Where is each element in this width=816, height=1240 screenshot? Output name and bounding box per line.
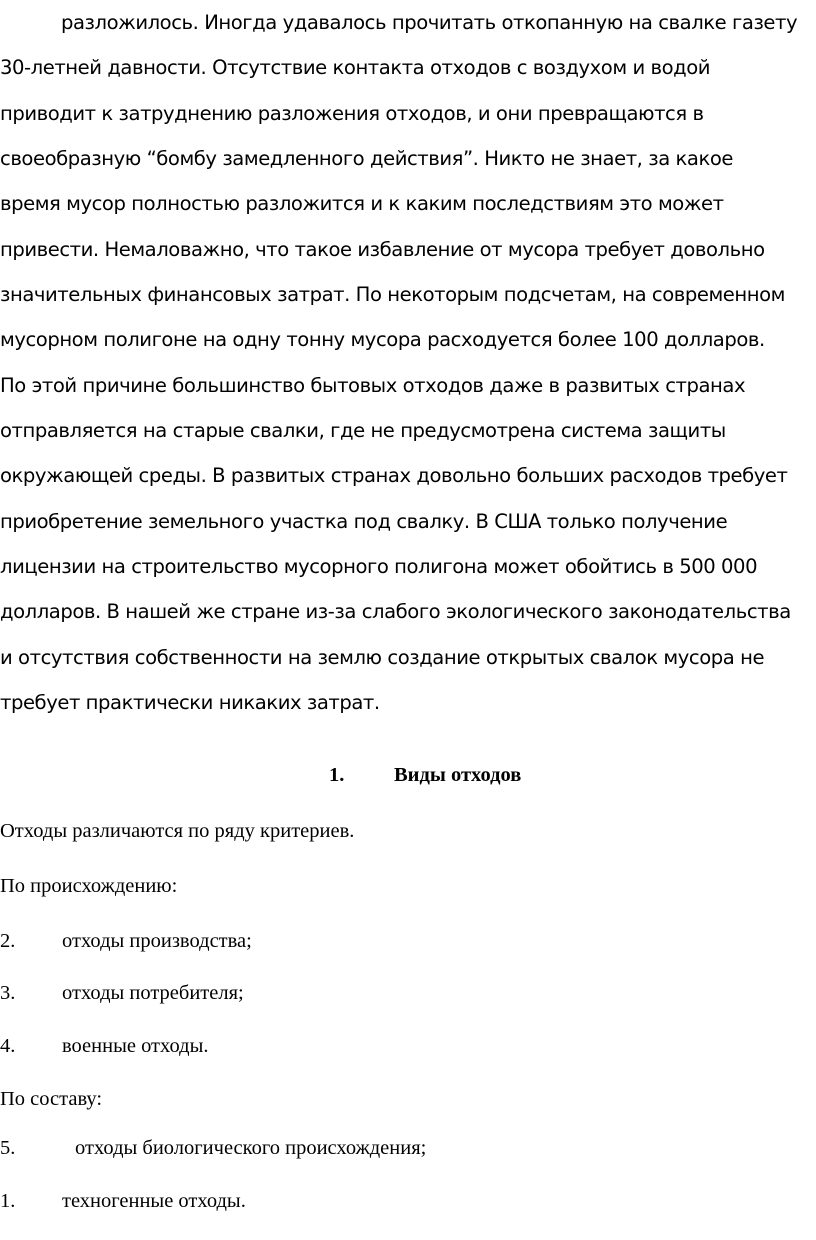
section-heading — [0, 762, 816, 788]
paragraph-line: приводит к затруднению разложения отходов, и они превращаются в — [0, 101, 704, 125]
list-item-text: отходы потребителя; — [62, 982, 244, 1004]
paragraph-line: отправляется на старые свалки, где не предусмотрена система защиты — [0, 419, 726, 443]
section-number: 1. — [329, 764, 345, 786]
paragraph-line: и отсутствия собственности на землю создание открытых свалок мусора не — [0, 645, 765, 669]
paragraph-line: окружающей среды. В развитых странах довольно больших расходов требует — [0, 464, 788, 488]
paragraph-line: 30-летней давности. Отсутствие контакта отходов с воздухом и водой — [0, 56, 711, 80]
paragraph-line: привести. Немаловажно, что такое избавление от мусора требует довольно — [0, 237, 765, 261]
list-item — [0, 1135, 816, 1161]
origin-label: По происхождению: — [0, 875, 178, 897]
paragraph-line: приобретение земельного участка под свалку. В США только получение — [0, 509, 728, 533]
list-item-number: 2. — [0, 930, 16, 952]
list-item-number: 1. — [0, 1190, 16, 1212]
list-item — [0, 1033, 816, 1059]
paragraph-line: время мусор полностью разложится и к каким последствиям это может — [0, 192, 724, 216]
list-item-number: 4. — [0, 1035, 16, 1057]
paragraph-line: своеобразную “бомбу замедленного действия”. Никто не знает, за какое — [0, 147, 734, 171]
paragraph-line: лицензии на строительство мусорного полигона может обойтись в 500 000 — [0, 555, 758, 579]
list-item-number: 5. — [0, 1137, 16, 1159]
list-item-text: техногенные отходы. — [62, 1190, 246, 1212]
paragraph-line: значительных финансовых затрат. По некоторым подсчетам, на современном — [0, 283, 785, 307]
list-item-text: отходы производства; — [62, 930, 252, 952]
paragraph-line: По этой причине большинство бытовых отходов даже в развитых странах — [0, 373, 746, 397]
list-item — [0, 928, 816, 954]
paragraph-line: мусорном полигоне на одну тонну мусора расходуется более 100 долларов. — [0, 328, 765, 352]
list-item — [0, 980, 816, 1006]
list-item-text: военные отходы. — [62, 1035, 209, 1057]
list-item — [0, 1188, 816, 1214]
paragraph-line: требует практически никаких затрат. — [0, 691, 380, 715]
list-item-text: отходы биологического происхождения; — [75, 1137, 427, 1159]
section-title: Виды отходов — [394, 764, 522, 786]
paragraph-line: долларов. В нашей же стране из-за слабого экологического законодательства — [0, 600, 791, 624]
composition-label: По составу: — [0, 1088, 103, 1110]
intro-text: Отходы различаются по ряду критериев. — [0, 820, 355, 842]
paragraph-line: разложилось. Иногда удавалось прочитать откопанную на свалке газету — [61, 11, 798, 34]
list-item-number: 3. — [0, 982, 16, 1004]
